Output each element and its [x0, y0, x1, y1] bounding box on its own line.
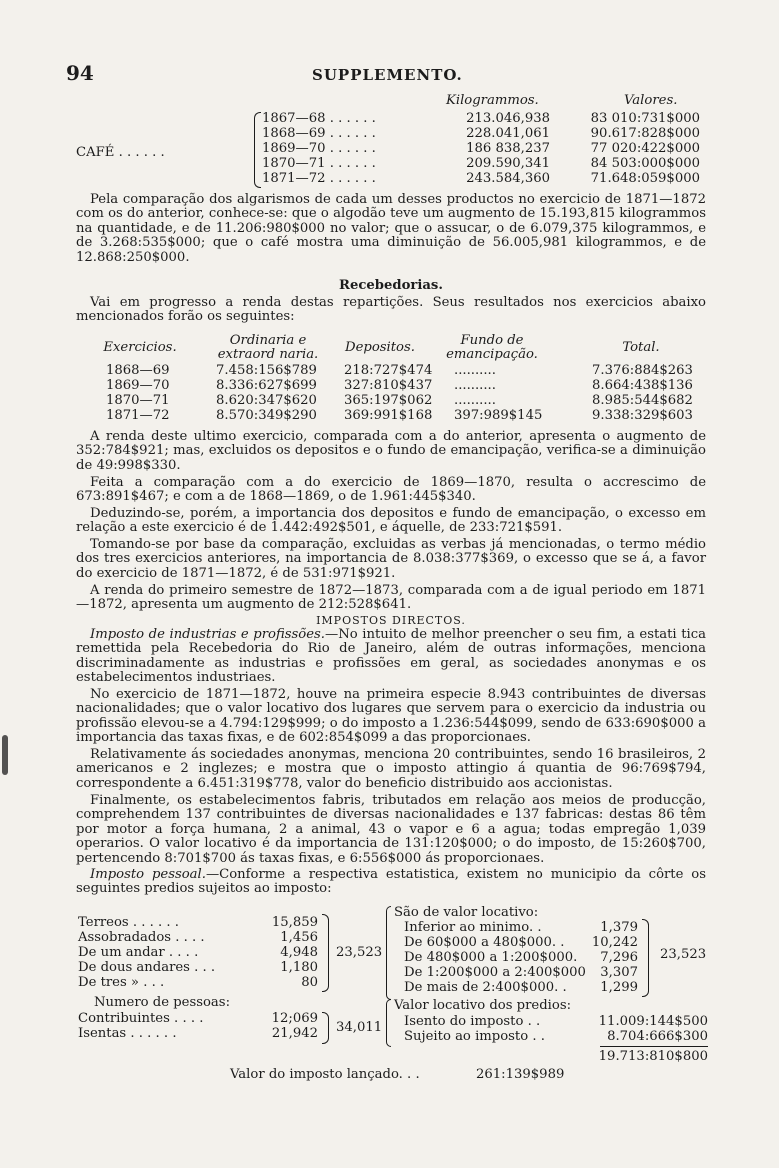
table-cell: 397:989$145	[454, 408, 543, 423]
table-cell: 7.458:156$789	[216, 363, 317, 378]
cafe-year: 1870—71 . . . . . .	[262, 156, 376, 171]
locativo-label: De 60$000 a 480$000. .	[404, 935, 565, 950]
paragraph: Feita a comparação com a do exercicio de 1869—1870, resulta o accrescimo de 673:891$467; e com a de 1868—1869, o de 1.961:445$340.	[76, 475, 706, 505]
predios-valor-value: 11.009:144$500	[598, 1014, 708, 1029]
paragraph: Tomando-se por base da comparação, excluidas as verbas já mencionadas, o termo médio dos tres exercicios anteriores, na importancia de 8.038:377$369, o excesso que se á, a favor do exercicio de 1871—1872, é de 531:971$921.	[76, 537, 706, 581]
paragraph-text: —No intuito de melhor preencher o seu fim, a estati tica remettida pela Recebedoria do Rio de Janeiro, além de outras informações, menciona discriminadamente as industrias e profissões em geral, as sociedades anonymas e os estabelecimentos industriaes.	[76, 627, 706, 686]
table-cell: 1870—71	[106, 393, 170, 408]
table-cell: 1868—69	[106, 363, 170, 378]
footer-label: Valor do imposto lançado. . .	[230, 1067, 420, 1082]
cafe-kg: 243.584,360	[466, 171, 550, 186]
table-cell: 8.620:347$620	[216, 393, 317, 408]
table-header: Depositos.	[345, 340, 415, 355]
cafe-year: 1869—70 . . . . . .	[262, 141, 376, 156]
paragraph: A renda do primeiro semestre de 1872—1873, comparada com a de igual periodo em 1871—1872, apresenta um augmento de 212:528$641.	[76, 583, 706, 613]
lead-imposto-pessoal: Imposto pessoal.	[90, 867, 206, 882]
pessoas-value: 12;069	[271, 1011, 318, 1026]
predio-label: Assobradados . . . .	[78, 930, 205, 945]
paragraph-recebedorias-intro: Vai em progresso a renda destas repartições. Seus resultados nos exercicios abaixo mencionados forão os seguintes:	[76, 295, 706, 325]
cafe-val: 83 010:731$000	[590, 111, 700, 126]
predio-label: De tres » . . .	[78, 975, 165, 990]
locativo-value: 7,296	[600, 950, 638, 965]
table-header: Ordinaria e extraord naria.	[217, 333, 319, 362]
sum-rule	[600, 1046, 708, 1047]
cafe-year: 1867—68 . . . . . .	[262, 111, 376, 126]
page-title: SUPPLEMENTO.	[312, 66, 463, 84]
cafe-kg: 228.041,061	[466, 126, 550, 141]
col-header-valores: Valores.	[624, 93, 678, 108]
predios-brace	[322, 914, 329, 992]
locativo-brace	[642, 919, 649, 997]
paragraph-imposto-pessoal	[76, 868, 706, 897]
table-cell: 218:727$474	[344, 363, 433, 378]
page-number: 94	[66, 61, 94, 85]
locativo-value: 1,299	[600, 980, 638, 995]
predio-label: De dous andares . . .	[78, 960, 216, 975]
locativo-label: Inferior ao minimo. .	[404, 920, 542, 935]
table-cell: 365:197$062	[344, 393, 433, 408]
predios-valor-brace-left	[386, 999, 391, 1047]
paragraph: A renda deste ultimo exercicio, comparada com a do anterior, apresenta o augmento de 352:784$921; mas, excluidos os depositos e o fundo de emancipação, verifica-se a diminuição de 49:998$330.	[76, 429, 706, 473]
paragraph: Finalmente, os estabelecimentos fabris, tributados em relação aos meios de producção, comprehendem 137 contribuintes de diversas nacionalidades e 137 fabricas: destas 86 têm por motor a força humana, 2 a animal, 43 o vapor e 6 a agua; todas empregão 1,039 operarios. O valor locativo é da importancia de 131:120$000; o do imposto, de 15:260$700, pertencendo 8:701$700 ás taxas fixas, e 6:556$000 ás proporcionaes.	[76, 793, 706, 866]
table-cell: ..........	[454, 393, 496, 408]
table-cell: 327:810$437	[344, 378, 433, 393]
table-cell: 8.570:349$290	[216, 408, 317, 423]
cafe-year: 1868—69 . . . . . .	[262, 126, 376, 141]
col-header-kilogrammos: Kilogrammos.	[446, 93, 539, 108]
predio-label: Terreos . . . . . .	[78, 915, 179, 930]
paragraph-cafe: Pela comparação dos algarismos de cada um desses productos no exercicio de 1871—1872 com os do anterior, conhece-se: que o algodão teve um augmento de 15.193,815 kilogrammos na quantidade, e de 11.206:980$000 no valor; que o assucar, o de 6.079,375 kilogrammos, e de 3.268:535$000; que o café mostra uma diminuição de 56.005,981 kilogrammos, e de 12.868:250$000.	[76, 192, 706, 265]
predio-value: 1,456	[280, 930, 318, 945]
cafe-kg: 186 838,237	[466, 141, 550, 156]
cafe-val: 71.648:059$000	[590, 171, 700, 186]
cafe-label: CAFÉ . . . . . .	[76, 145, 165, 160]
predio-value: 15,859	[271, 915, 318, 930]
locativo-label: De 1:200$000 a 2:400$000	[404, 965, 586, 980]
footer-value: 261:139$989	[476, 1067, 565, 1082]
locativo-value: 10,242	[591, 935, 638, 950]
pessoas-label: Isentas . . . . . .	[78, 1026, 177, 1041]
paragraph: Relativamente ás sociedades anonymas, menciona 20 contribuintes, sendo 16 brasileiros, 2 americanos e 2 inglezes; e mostra que o imposto attingio á quantia de 96:769$794, correspondente a 6.451:319$778, valor do beneficio distribuido aos accionistas.	[76, 747, 706, 791]
paragraph-text: —Conforme a respectiva estatistica, existem no municipio da côrte os seguintes predios sujeitos ao imposto:	[76, 867, 706, 897]
table-cell: 1871—72	[106, 408, 170, 423]
paragraph: Deduzindo-se, porém, a importancia dos depositos e fundo de emancipação, o excesso em relação a este exercicio é de 1.442:492$501, e áquelle, de 233:721$591.	[76, 506, 706, 536]
table-header: Fundo de emancipação.	[446, 333, 538, 362]
cafe-kg: 213.046,938	[466, 111, 550, 126]
lead-imposto-industrias: Imposto de industrias e profissões.	[90, 627, 325, 642]
table-cell: ..........	[454, 378, 496, 393]
table-cell: 369:991$168	[344, 408, 433, 423]
section-heading-impostos: IMPOSTOS DIRECTOS.	[316, 614, 466, 627]
paragraph-imposto-industrias	[76, 628, 706, 686]
locativo-heading: São de valor locativo:	[394, 905, 539, 920]
cafe-brace	[254, 112, 261, 188]
predios-valor-value: 8.704:666$300	[607, 1029, 708, 1044]
locativo-label: De 480$000 a 1:200$000.	[404, 950, 578, 965]
cafe-val: 90.617:828$000	[590, 126, 700, 141]
pessoas-brace	[322, 1012, 329, 1044]
section-heading-recebedorias: Recebedorias.	[339, 278, 443, 293]
predio-value: 1,180	[280, 960, 318, 975]
table-cell: ..........	[454, 363, 496, 378]
pessoas-value: 21,942	[271, 1026, 318, 1041]
table-cell: 8.336:627$699	[216, 378, 317, 393]
locativo-brace-left	[386, 906, 391, 1000]
table-cell: 8.985:544$682	[592, 393, 693, 408]
predios-valor-heading: Valor locativo dos predios:	[394, 998, 572, 1013]
table-cell: 8.664:438$136	[592, 378, 693, 393]
predios-valor-total: 19.713:810$800	[598, 1049, 708, 1064]
cafe-val: 84 503:000$000	[590, 156, 700, 171]
predio-value: 80	[301, 975, 318, 990]
predios-valor-label: Isento do imposto . .	[404, 1014, 541, 1029]
locativo-value: 3,307	[600, 965, 638, 980]
locativo-total: 23,523	[660, 947, 707, 962]
locativo-value: 1,379	[600, 920, 638, 935]
table-header: Exercicios.	[103, 340, 177, 355]
predios-valor-label: Sujeito ao imposto . .	[404, 1029, 545, 1044]
pessoas-total: 34,011	[336, 1020, 383, 1035]
table-cell: 9.338:329$603	[592, 408, 693, 423]
table-header: Total.	[622, 340, 660, 355]
cafe-val: 77 020:422$000	[590, 141, 700, 156]
cafe-year: 1871—72 . . . . . .	[262, 171, 376, 186]
page-edge-mark	[2, 735, 8, 775]
cafe-kg: 209.590,341	[466, 156, 550, 171]
pessoas-heading: Numero de pessoas:	[94, 995, 231, 1010]
predio-value: 4,948	[280, 945, 318, 960]
pessoas-label: Contribuintes . . . .	[78, 1011, 204, 1026]
table-cell: 7.376:884$263	[592, 363, 693, 378]
paragraph: No exercicio de 1871—1872, houve na primeira especie 8.943 contribuintes de diversas nacionalidades; que o valor locativo dos lugares que servem para o exercicio da industria ou profissão elevou-se a 4.794:129$999; o do imposto a 1.236:544$099, sendo de 633:690$000 a importancia das taxas fixas, e de 602:854$099 a das proporcionaes.	[76, 687, 706, 746]
table-cell: 1869—70	[106, 378, 170, 393]
locativo-label: De mais de 2:400$000. .	[404, 980, 567, 995]
predios-total: 23,523	[336, 945, 383, 960]
predio-label: De um andar . . . .	[78, 945, 199, 960]
